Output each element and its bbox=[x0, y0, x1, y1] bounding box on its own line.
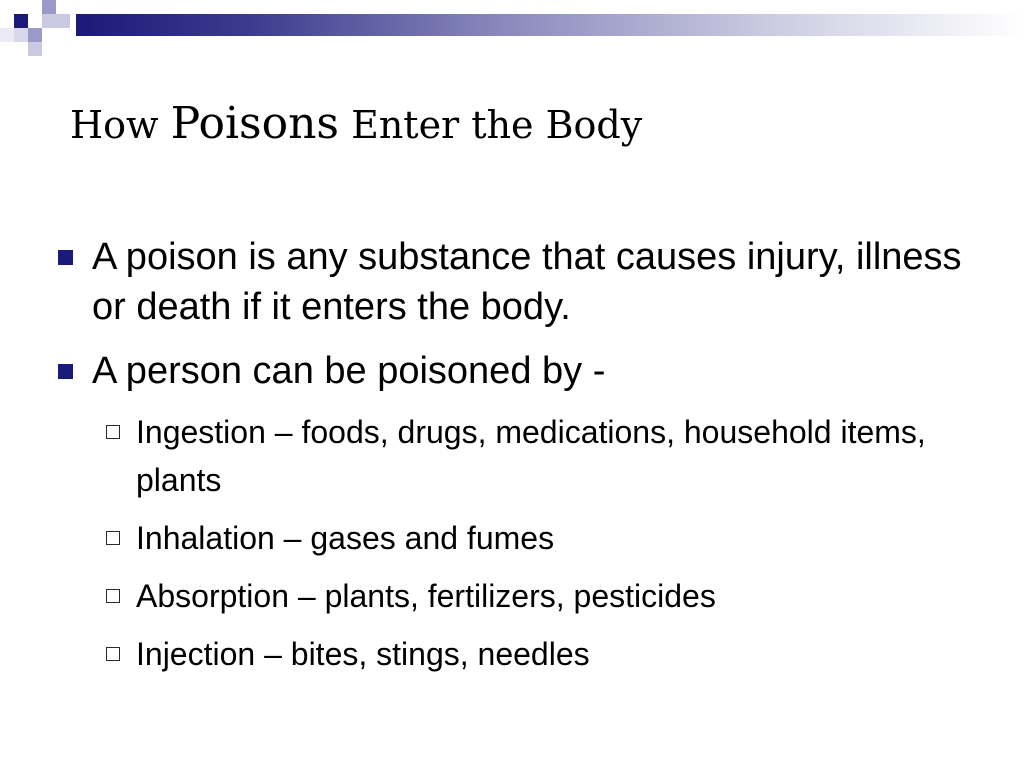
decor-square bbox=[14, 14, 28, 28]
bullet-item bbox=[56, 346, 976, 396]
hollow-square-icon bbox=[106, 647, 120, 661]
filled-square-icon bbox=[58, 250, 73, 265]
sub-bullet-item bbox=[56, 572, 976, 620]
slide-content bbox=[56, 232, 976, 688]
decor-square bbox=[14, 28, 28, 42]
hollow-square-icon bbox=[106, 531, 120, 545]
decor-square bbox=[28, 28, 42, 42]
decor-square bbox=[56, 14, 70, 28]
title-part-2: Poisons bbox=[170, 98, 339, 149]
sub-bullet-item bbox=[56, 514, 976, 562]
sub-bullet-text: Injection – bites, stings, needles bbox=[136, 636, 590, 672]
sub-bullet-text: Absorption – plants, fertilizers, pesticides bbox=[136, 578, 716, 614]
decor-square bbox=[0, 28, 14, 42]
decor-square bbox=[42, 0, 56, 14]
bullet-text: A person can be poisoned by - bbox=[92, 350, 606, 392]
decor-square bbox=[42, 14, 56, 28]
filled-square-icon bbox=[58, 364, 73, 379]
decor-square bbox=[28, 42, 42, 56]
slide-title bbox=[70, 100, 642, 148]
bullet-item bbox=[56, 232, 976, 332]
title-part-3: Enter the Body bbox=[339, 103, 643, 147]
bullet-text: A poison is any substance that causes injury, illness or death if it enters the body. bbox=[92, 236, 962, 328]
sub-bullet-item bbox=[56, 630, 976, 678]
sub-bullet-text: Ingestion – foods, drugs, medications, household items, plants bbox=[136, 414, 926, 498]
header-gradient-band bbox=[76, 14, 1024, 36]
title-part-1: How bbox=[70, 103, 171, 147]
decor-square bbox=[0, 0, 14, 14]
sub-bullet-text: Inhalation – gases and fumes bbox=[136, 520, 555, 556]
hollow-square-icon bbox=[106, 589, 120, 603]
sub-bullet-item bbox=[56, 408, 976, 504]
hollow-square-icon bbox=[106, 425, 120, 439]
